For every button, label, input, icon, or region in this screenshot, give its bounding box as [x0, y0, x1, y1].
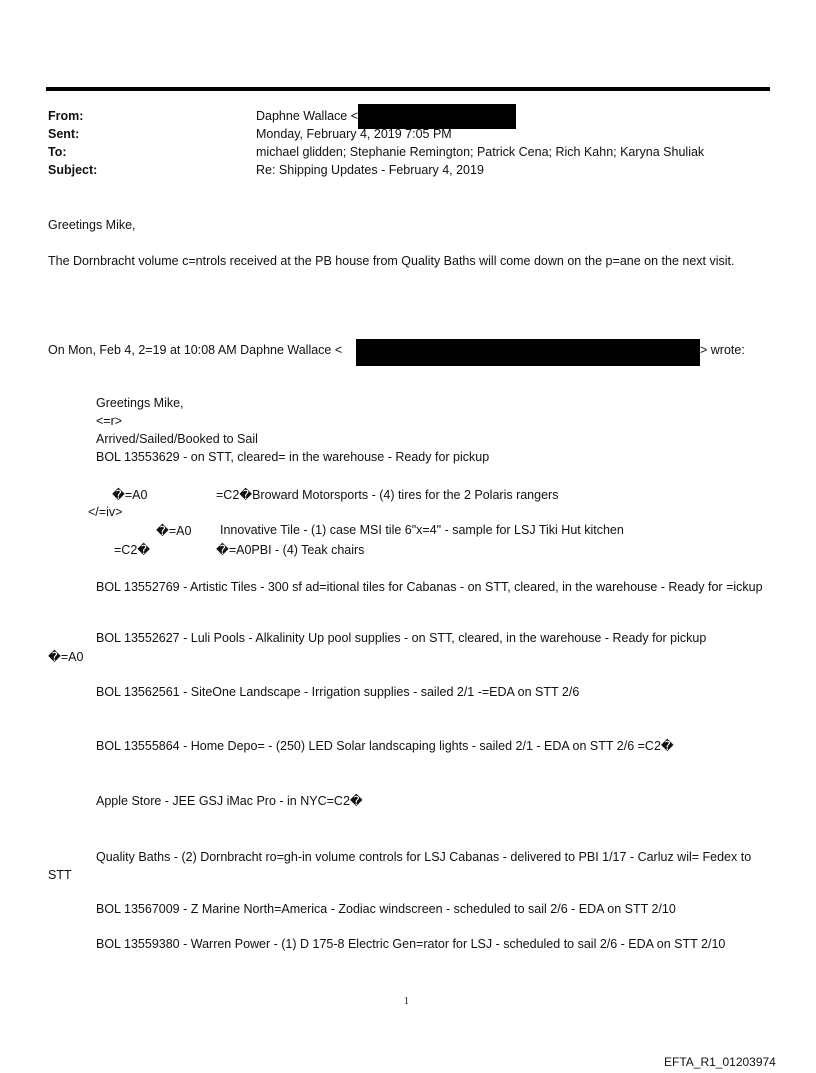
quoted-artifact: �=A0 — [112, 488, 148, 502]
sent-label: Sent: — [48, 127, 80, 141]
quoted-bol-line: BOL 13567009 - Z Marine North=America - Zodiac windscreen - scheduled to sail 2/6 - EDA on STT 2/10 — [96, 902, 676, 916]
quoted-item-line: �=A0PBI - (4) Teak chairs — [216, 543, 365, 557]
to-value: michael glidden; Stephanie Remington; Patrick Cena; Rich Kahn; Karyna Shuliak — [256, 145, 705, 159]
quoted-bol-line: BOL 13559380 - Warren Power - (1) D 175-8 Electric Gen=rator for LSJ - scheduled to sail 2/6 - EDA on STT 2/10 — [96, 937, 726, 951]
greeting: Greetings Mike, — [48, 218, 136, 232]
to-label: To: — [48, 145, 67, 159]
quote-intro-prefix: On Mon, Feb 4, 2=19 at 10:08 AM Daphne Wallace < — [48, 343, 343, 357]
quoted-tag: </=iv> — [88, 505, 123, 519]
quoted-item-line: Apple Store - JEE GSJ iMac Pro - in NYC=C2� — [96, 794, 363, 808]
quoted-artifact: =C2� — [114, 543, 151, 557]
quoted-tag: <=r> — [96, 414, 123, 428]
subject-label: Subject: — [48, 163, 98, 177]
header-divider — [46, 87, 770, 91]
page-number: 1 — [404, 996, 409, 1007]
document-id: EFTA_R1_01203974 — [664, 1055, 776, 1069]
redaction-box — [358, 104, 516, 129]
quoted-item-line: Innovative Tile - (1) case MSI tile 6"x=4" - sample for LSJ Tiki Hut kitchen — [220, 523, 624, 537]
subject-value: Re: Shipping Updates - February 4, 2019 — [256, 163, 484, 177]
quoted-greeting: Greetings Mike, — [96, 396, 184, 410]
quoted-arrived-heading: Arrived/Sailed/Booked to Sail — [96, 432, 258, 446]
from-value: Daphne Wallace < — [256, 109, 359, 123]
quoted-bol-line: BOL 13553629 - on STT, cleared= in the warehouse - Ready for pickup — [96, 450, 490, 464]
quoted-item-line: =C2�Broward Motorsports - (4) tires for the 2 Polaris rangers — [216, 488, 559, 502]
body-paragraph: The Dornbracht volume c=ntrols received at the PB house from Quality Baths will come down on the p=ane on the next visit. — [48, 254, 735, 268]
quoted-item-line: Quality Baths - (2) Dornbracht ro=gh-in volume controls for LSJ Cabanas - delivered to PBI 1/17 - Carluz wil= Fedex to STT — [48, 850, 752, 882]
quoted-bol-line: BOL 13552627 - Luli Pools - Alkalinity Up pool supplies - on STT, cleared, in the warehouse - Ready for pickup — [96, 631, 707, 645]
quoted-bol-line: BOL 13555864 - Home Depo= - (250) LED Solar landscaping lights - sailed 2/1 - EDA on STT 2/6 =C2� — [96, 739, 674, 753]
from-label: From: — [48, 109, 84, 123]
quoted-bol-line: BOL 13562561 - SiteOne Landscape - Irrigation supplies - sailed 2/1 -=EDA on STT 2/6 — [96, 685, 580, 699]
quoted-artifact: �=A0 — [156, 524, 192, 538]
redaction-box — [356, 339, 700, 366]
quoted-bol-line: BOL 13552769 - Artistic Tiles - 300 sf ad=itional tiles for Cabanas - on STT, cleared, in the warehouse - Ready for =ickup — [96, 580, 763, 594]
sent-value: Monday, February 4, 2019 7:05 PM — [256, 127, 452, 141]
quoted-artifact: �=A0 — [48, 650, 84, 664]
quote-intro-suffix: > wrote: — [700, 343, 745, 357]
